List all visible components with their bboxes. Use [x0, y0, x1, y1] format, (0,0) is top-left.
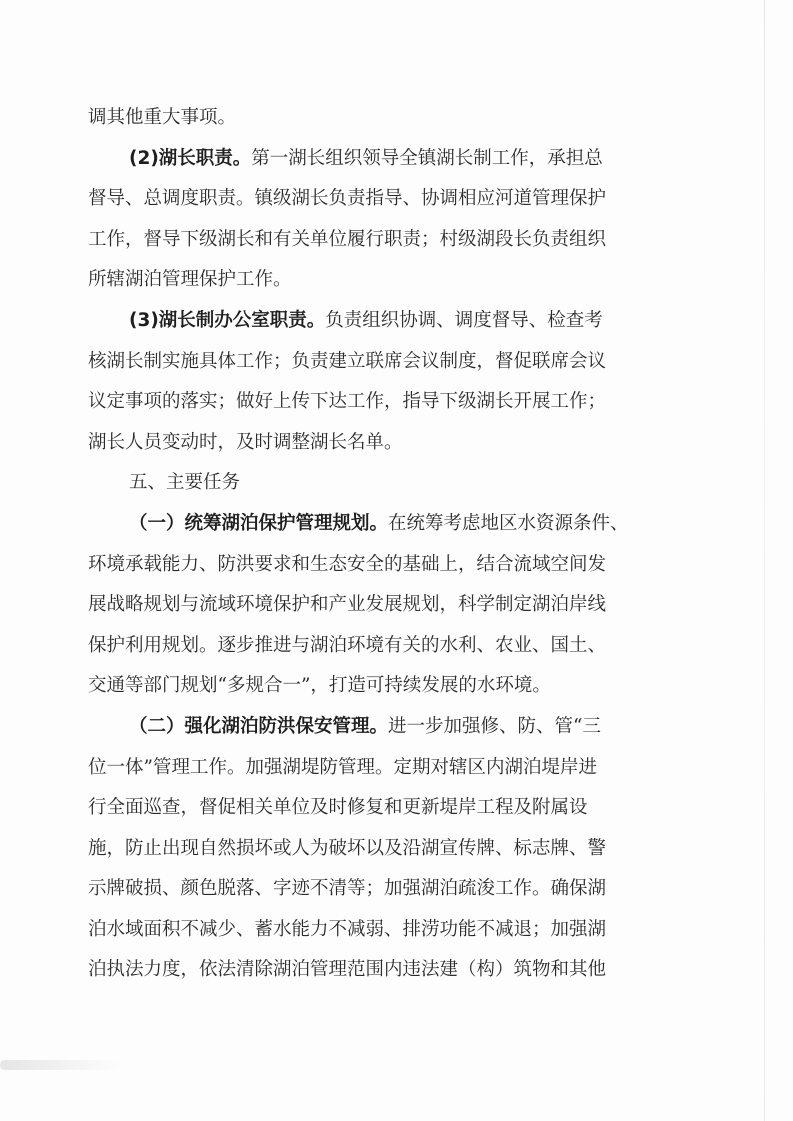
paragraph-flood-control — [88, 707, 688, 748]
text-line — [88, 98, 688, 139]
paragraph-heading: (2)湖长职责。 — [129, 147, 252, 169]
text-line — [88, 545, 688, 586]
line-text: 调其他重大事项。 — [88, 107, 237, 128]
line-text: 督导、总调度职责。镇级湖长负责指导、协调相应河道管理保护 — [88, 188, 607, 210]
text-line — [88, 910, 688, 951]
line-text: 核湖长制实施具体工作；负责建立联席会议制度，督促联席会议 — [88, 350, 607, 372]
line-text: 负责组织协调、调度督导、检查考 — [325, 309, 603, 331]
paragraph-heading: （一）统筹湖泊保护管理规划。 — [129, 512, 389, 534]
line-text: 工作，督导下级湖长和有关单位履行职责；村级湖段长负责组织 — [88, 228, 607, 250]
text-line — [88, 626, 688, 667]
section-title: 五、主要任务 — [129, 472, 241, 494]
text-line — [88, 788, 688, 829]
text-line — [88, 829, 688, 870]
scan-smudge — [0, 1060, 120, 1070]
line-text: 环境承载能力、防洪要求和生态安全的基础上，结合流域空间发 — [88, 553, 607, 575]
line-text: 所辖湖泊管理保护工作。 — [88, 269, 292, 291]
line-text: 湖长人员变动时，及时调整湖长名单。 — [88, 431, 403, 453]
line-text: 泊水域面积不减少、蓄水能力不减弱、排涝功能不减退；加强湖 — [88, 918, 607, 940]
text-line — [88, 666, 688, 707]
line-text: 施，防止出现自然损坏或人为破坏以及沿湖宣传牌、标志牌、警 — [88, 837, 607, 859]
line-text: 议定事项的落实；做好上传下达工作，指导下级湖长开展工作； — [88, 391, 607, 413]
text-line — [88, 342, 688, 383]
line-text: 第一湖长组织领导全镇湖长制工作，承担总 — [251, 147, 603, 169]
text-line — [88, 382, 688, 423]
scan-edge-line — [764, 0, 765, 1121]
line-text: 在统筹考虑地区水资源条件、 — [388, 512, 629, 534]
text-line — [88, 950, 688, 991]
paragraph-heading: (3)湖长制办公室职责。 — [129, 309, 326, 331]
section-heading-main-tasks — [88, 463, 688, 504]
text-line — [88, 585, 688, 626]
line-text: 进一步加强修、防、管“三 — [388, 715, 601, 737]
line-text: 交通等部门规划“多规合一”，打造可持续发展的水环境。 — [88, 675, 551, 697]
text-line — [88, 423, 688, 464]
text-line — [88, 869, 688, 910]
paragraph-office-duties — [88, 301, 688, 342]
paragraph-lake-chief-duties — [88, 139, 688, 180]
paragraph-heading: （二）强化湖泊防洪保安管理。 — [129, 715, 389, 737]
text-line — [88, 179, 688, 220]
line-text: 泊执法力度，依法清除湖泊管理范围内违法建（构）筑物和其他 — [88, 959, 607, 981]
paragraph-planning — [88, 504, 688, 545]
line-text: 展战略规划与流域环境保护和产业发展规划，科学制定湖泊岸线 — [88, 594, 607, 616]
line-text: 示牌破损、颜色脱落、字迹不清等；加强湖泊疏浚工作。确保湖 — [88, 878, 607, 900]
text-line — [88, 748, 688, 789]
text-line — [88, 220, 688, 261]
line-text: 位一体”管理工作。加强湖堤防管理。定期对辖区内湖泊堤岸进 — [88, 756, 597, 778]
text-line — [88, 260, 688, 301]
document-body — [88, 98, 688, 991]
line-text: 行全面巡查，督促相关单位及时修复和更新堤岸工程及附属设 — [88, 797, 588, 819]
line-text: 保护利用规划。逐步推进与湖泊环境有关的水利、农业、国土、 — [88, 634, 607, 656]
